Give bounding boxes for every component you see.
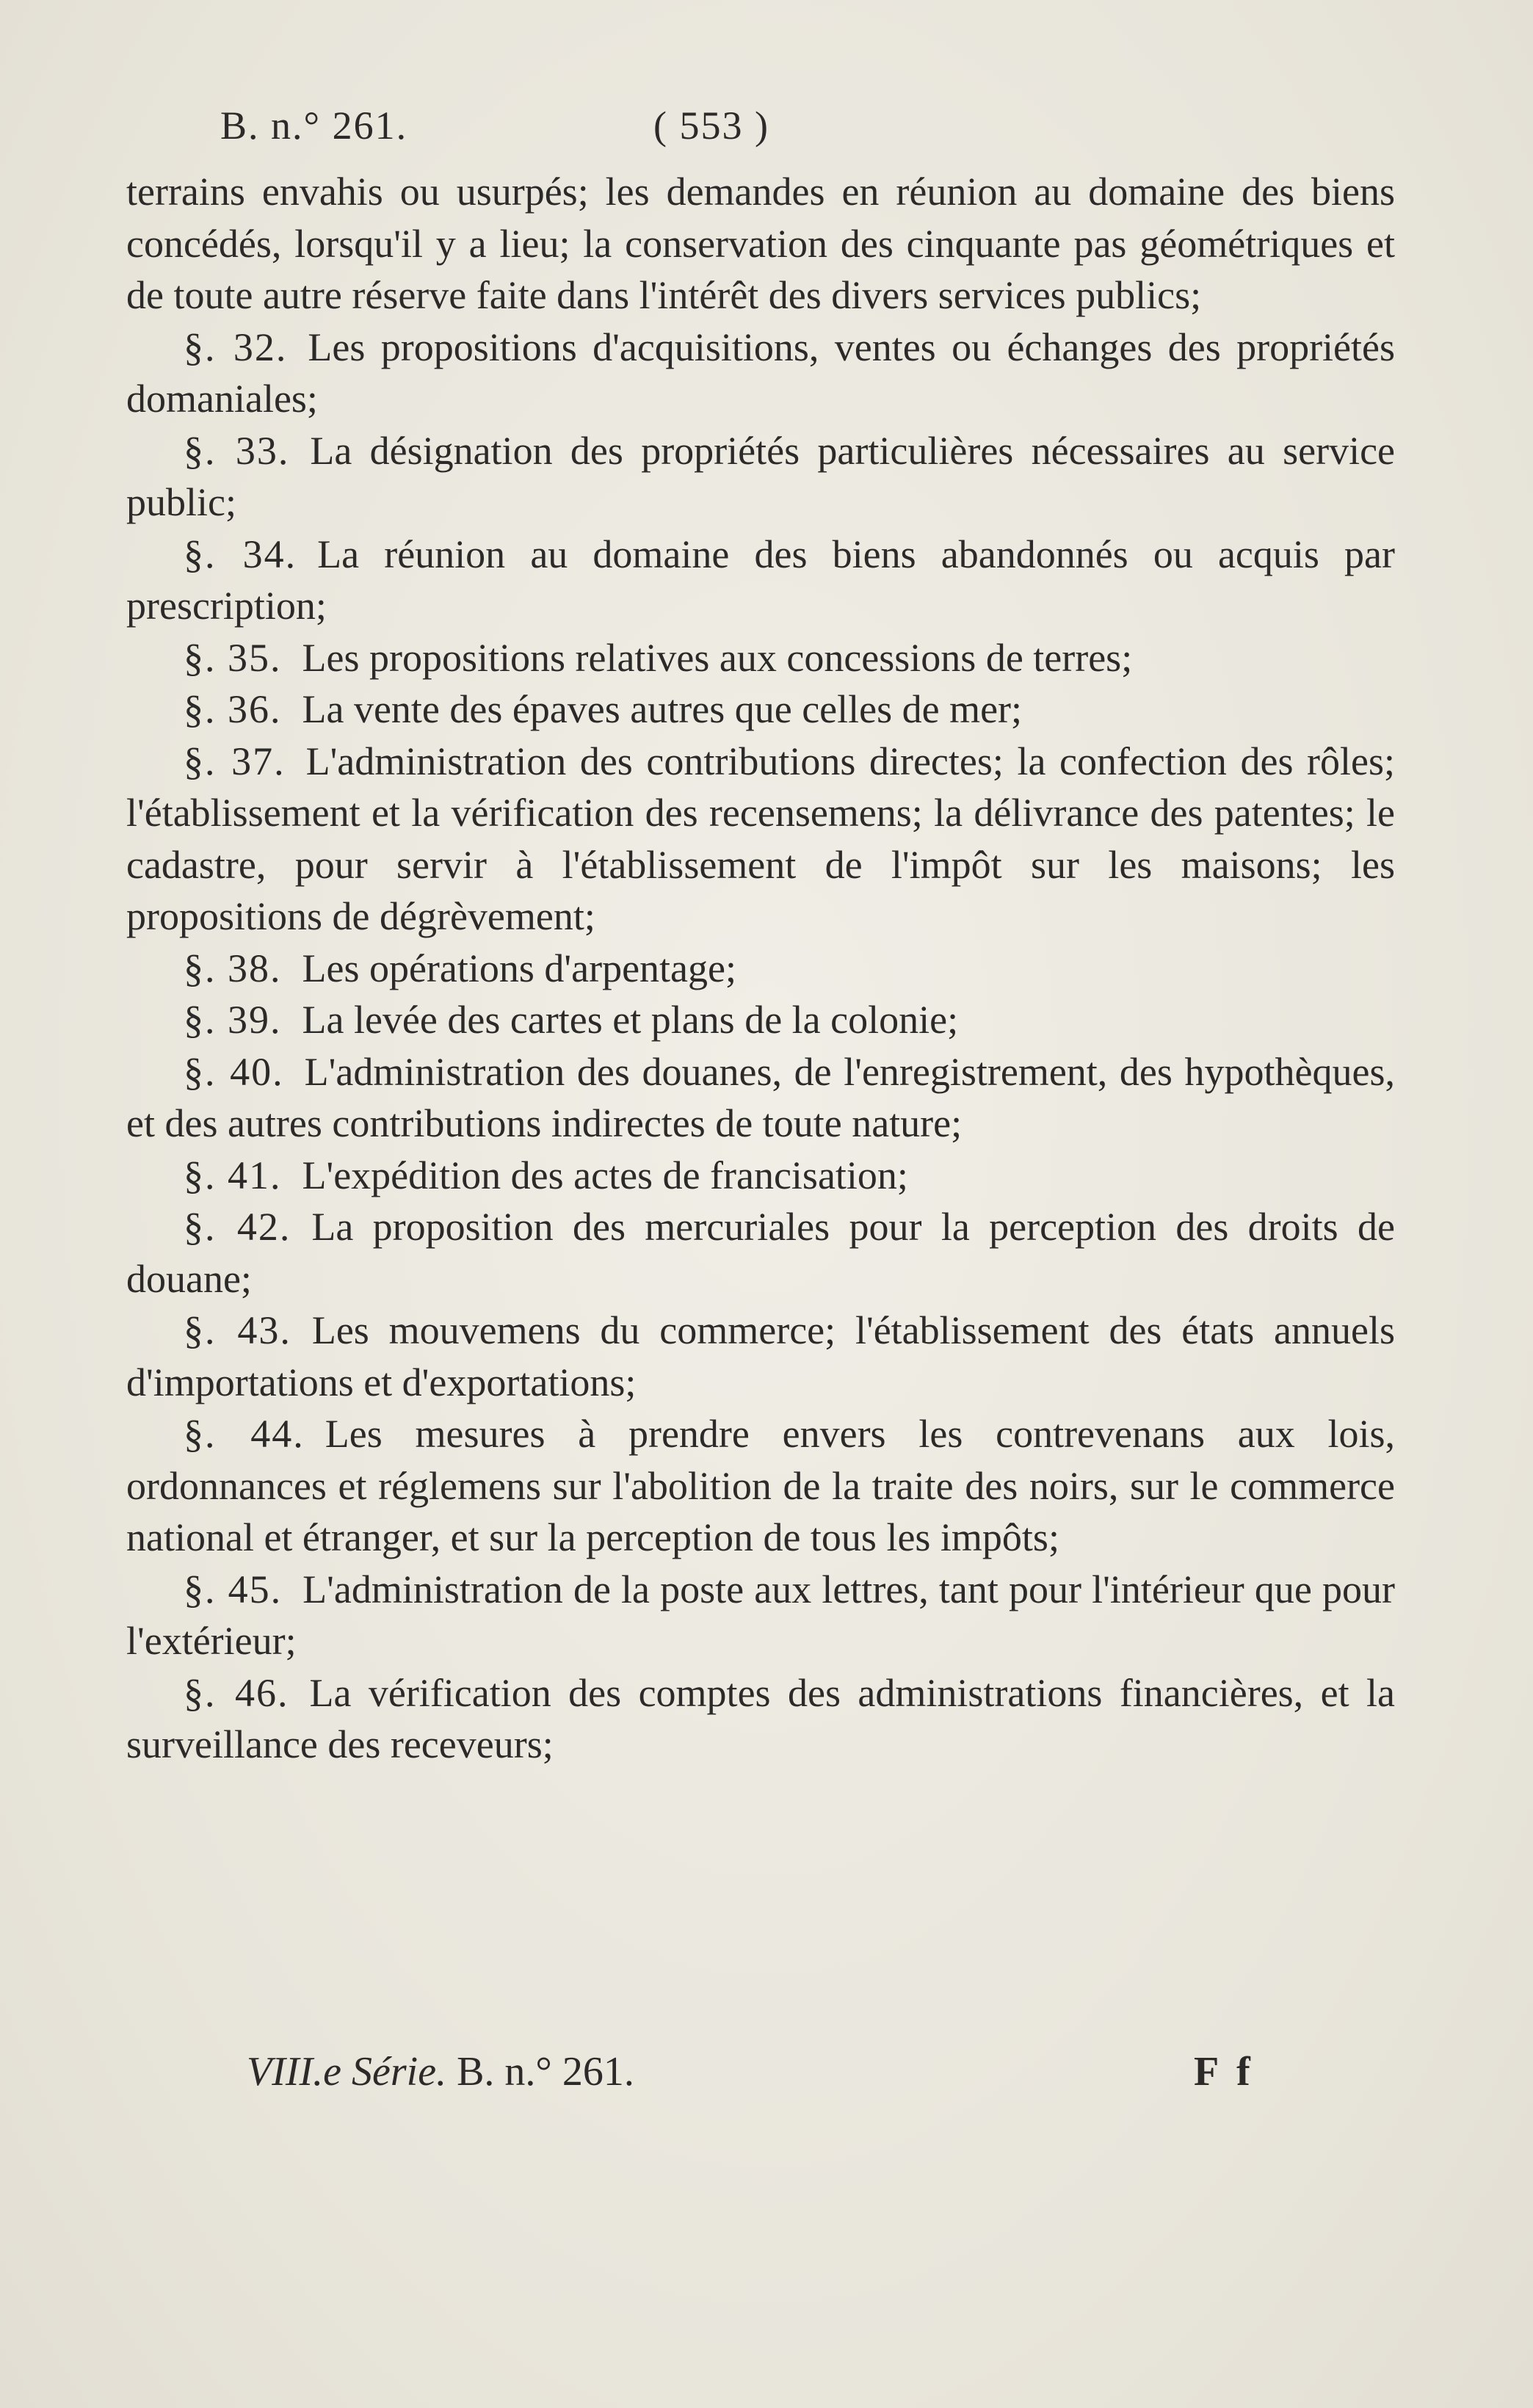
paragraph-text: La vente des épaves autres que celles de mer;	[302, 687, 1023, 731]
paragraph-text: La désignation des propriétés particulières nécessaires au service public;	[126, 428, 1396, 524]
signature-mark: F f	[1194, 2049, 1255, 2095]
paragraph-text: L'administration des contributions directes; la confection des rôles; l'établissement et la vérification des recensemens; la délivrance des patentes; le cadastre, pour servir à l'établissement de l'impôt sur les maisons; les propositions de dégrèvement;	[126, 739, 1396, 938]
footer-bulletin-number: B. n.° 261.	[457, 2049, 634, 2095]
paragraph-text: terrains envahis ou usurpés; les demandes en réunion au domaine des biens concédés, lorsqu'il y a lieu; la conservation des cinquante pas géométriques et de toute autre réserve faite dans l'intérêt des divers services publics;	[126, 170, 1395, 317]
section-number: §. 32.	[184, 324, 288, 369]
paragraph-text: La vérification des comptes des administrations financières, et la surveillance des receveurs;	[126, 1670, 1395, 1766]
section-number: §. 38.	[184, 946, 282, 990]
page-header	[220, 103, 881, 162]
bulletin-number: B. n.° 261.	[220, 104, 408, 148]
section-paragraph	[126, 529, 1395, 632]
section-number: §. 42.	[184, 1205, 291, 1249]
section-paragraph	[126, 322, 1395, 425]
section-number: §. 34.	[184, 532, 297, 576]
section-paragraph	[126, 736, 1395, 943]
section-number: §. 33.	[184, 428, 290, 473]
paragraph-text: Les propositions relatives aux concessions de terres;	[302, 635, 1133, 680]
series-signature	[247, 2048, 634, 2095]
body-text	[126, 166, 1395, 1771]
section-number: §. 39.	[184, 998, 282, 1042]
section-paragraph	[126, 1408, 1395, 1564]
section-paragraph	[126, 632, 1395, 684]
paragraph-text: L'expédition des actes de francisation;	[302, 1153, 908, 1197]
section-number: §. 41.	[184, 1153, 282, 1197]
paragraph-text: Les mesures à prendre envers les contrevenans aux lois, ordonnances et réglemens sur l'abolition de la traite des noirs, sur le commerce national et étranger, et sur la perception de tous les impôts;	[126, 1412, 1395, 1559]
section-paragraph	[126, 1305, 1395, 1408]
section-number: §. 46.	[184, 1670, 289, 1715]
paragraph-text: L'administration des douanes, de l'enregistrement, des hypothèques, et des autres contributions indirectes de toute nature;	[126, 1049, 1395, 1145]
section-paragraph	[126, 943, 1395, 995]
section-number: §. 37.	[184, 739, 286, 783]
page-footer	[247, 2048, 1275, 2114]
paragraph-text: La réunion au domaine des biens abandonnés ou acquis par prescription;	[126, 532, 1395, 628]
paragraph-text: Les propositions d'acquisitions, ventes ou échanges des propriétés domaniales;	[126, 324, 1396, 421]
section-number: §. 44.	[184, 1412, 305, 1456]
section-paragraph	[126, 1201, 1395, 1305]
section-number: §. 36.	[184, 687, 282, 731]
section-number: §. 45.	[184, 1567, 283, 1611]
paragraph	[126, 166, 1395, 322]
paragraph-text: La proposition des mercuriales pour la perception des droits de douane;	[126, 1205, 1395, 1301]
section-paragraph	[126, 425, 1395, 529]
section-number: §. 40.	[184, 1049, 284, 1094]
paragraph-text: Les opérations d'arpentage;	[302, 946, 736, 990]
page-number: ( 553 )	[653, 104, 769, 148]
paragraph-text: L'administration de la poste aux lettres, tant pour l'intérieur que pour l'extérieur;	[126, 1567, 1396, 1663]
section-paragraph	[126, 1564, 1395, 1667]
section-paragraph	[126, 683, 1395, 736]
section-number: §. 43.	[184, 1308, 291, 1352]
section-number: §. 35.	[184, 635, 282, 680]
section-paragraph	[126, 1150, 1395, 1202]
series-label: VIII.e Série.	[247, 2049, 447, 2095]
section-paragraph	[126, 1046, 1395, 1150]
paragraph-text: La levée des cartes et plans de la colonie;	[302, 998, 959, 1042]
paragraph-text: Les mouvemens du commerce; l'établissement des états annuels d'importations et d'exportations;	[126, 1308, 1396, 1404]
section-paragraph	[126, 994, 1395, 1046]
section-paragraph	[126, 1667, 1395, 1771]
